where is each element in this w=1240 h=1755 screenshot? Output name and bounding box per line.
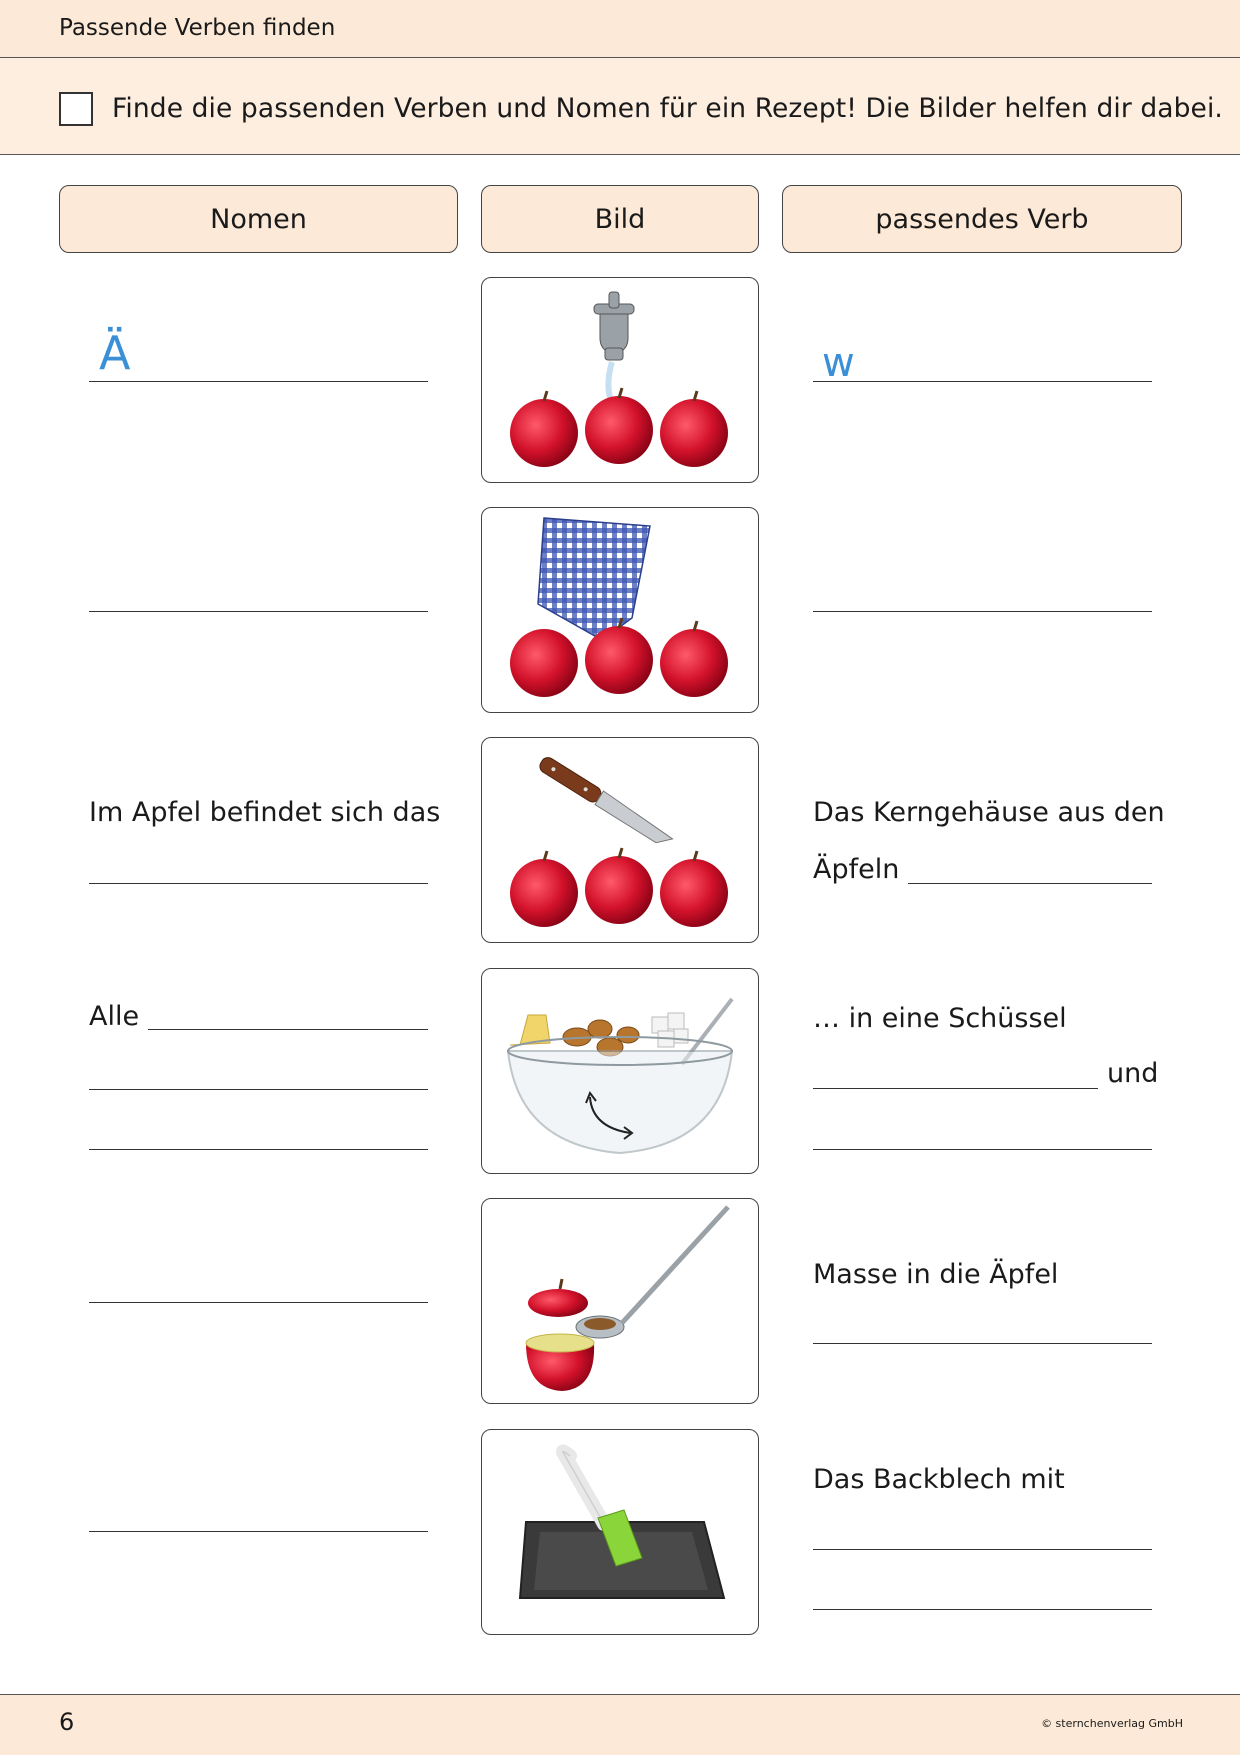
verb-answer-line-6b[interactable] <box>813 1609 1152 1610</box>
baking-tray-with-brush-icon <box>482 1430 758 1634</box>
verb-answer-line-4b[interactable] <box>813 1149 1152 1150</box>
page-number: 6 <box>59 1708 75 1736</box>
nomen-answer-line-4a[interactable] <box>148 1029 428 1030</box>
verb-answer-line-1[interactable] <box>813 381 1152 382</box>
picture-apples-under-tap <box>481 277 759 483</box>
nomen-answer-line-3[interactable] <box>89 883 428 884</box>
nomen-answer-line-5[interactable] <box>89 1302 428 1303</box>
top-bar <box>0 0 1240 58</box>
page-title: Passende Verben finden <box>59 15 336 41</box>
verb-hint-1: w <box>822 340 855 386</box>
nomen-answer-line-6[interactable] <box>89 1531 428 1532</box>
nomen-answer-line-2[interactable] <box>89 611 428 612</box>
picture-apples-with-towel <box>481 507 759 713</box>
nomen-answer-line-4c[interactable] <box>89 1149 428 1150</box>
apples-under-tap-icon <box>482 278 758 482</box>
nomen-hint-1: Ä <box>99 326 131 380</box>
bowl-with-ingredients-icon <box>482 969 758 1173</box>
verb-answer-line-2[interactable] <box>813 611 1152 612</box>
verb-text-5: Masse in die Äpfel <box>813 1259 1059 1290</box>
verb-text-3b: Äpfeln <box>813 854 900 885</box>
apples-with-towel-icon <box>482 508 758 712</box>
verb-answer-line-5[interactable] <box>813 1343 1152 1344</box>
apple-filled-with-spoon-icon <box>482 1199 758 1403</box>
nomen-text-4: Alle <box>89 1001 140 1032</box>
verb-answer-line-3[interactable] <box>908 883 1152 884</box>
column-header-verb: passendes Verb <box>782 185 1182 253</box>
task-instruction: Finde die passenden Verben und Nomen für ein Rezept! Die Bilder helfen dir dabei. <box>112 93 1223 124</box>
nomen-answer-line-4b[interactable] <box>89 1089 428 1090</box>
picture-apples-with-knife <box>481 737 759 943</box>
column-header-bild: Bild <box>481 185 759 253</box>
verb-answer-line-6a[interactable] <box>813 1549 1152 1550</box>
column-header-nomen: Nomen <box>59 185 458 253</box>
picture-apple-filled-with-spoon <box>481 1198 759 1404</box>
verb-text-4a: … in eine Schüssel <box>813 1003 1067 1034</box>
picture-baking-tray-with-brush <box>481 1429 759 1635</box>
verb-answer-line-4a[interactable] <box>813 1088 1098 1089</box>
verb-text-4b: und <box>1107 1058 1159 1089</box>
nomen-text-3: Im Apfel befindet sich das <box>89 797 441 828</box>
nomen-answer-line-1[interactable] <box>89 381 428 382</box>
task-box <box>0 58 1240 155</box>
apples-with-knife-icon <box>482 738 758 942</box>
picture-bowl-with-ingredients <box>481 968 759 1174</box>
verb-text-6: Das Backblech mit <box>813 1464 1065 1495</box>
copyright: © sternchenverlag GmbH <box>1041 1717 1183 1730</box>
footer <box>0 1694 1240 1755</box>
task-checkbox[interactable] <box>59 92 93 126</box>
verb-text-3a: Das Kerngehäuse aus den <box>813 797 1165 828</box>
